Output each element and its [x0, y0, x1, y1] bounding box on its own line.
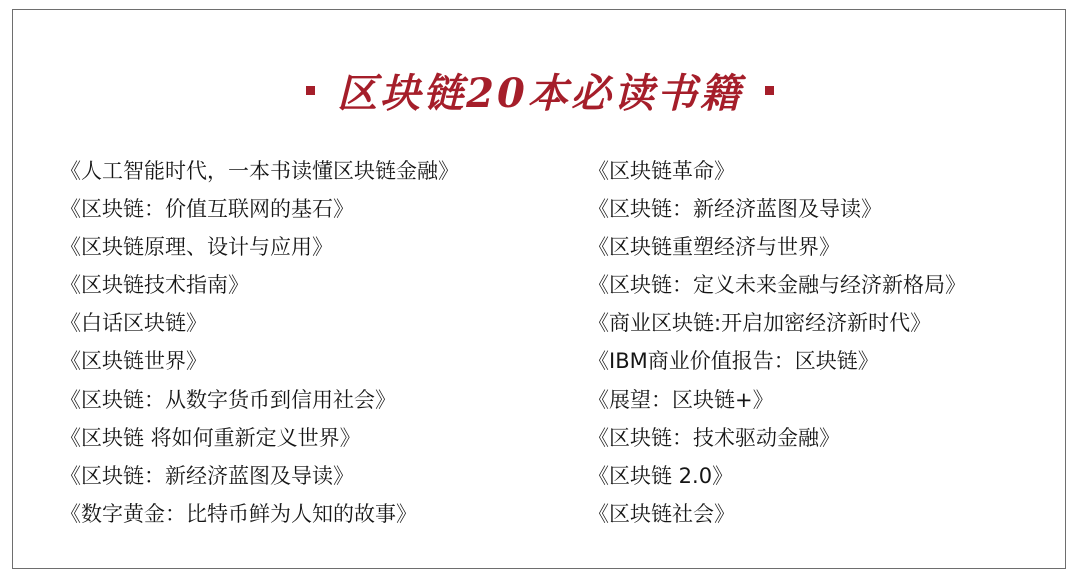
book-item: 《区块链重塑经济与世界》: [588, 235, 840, 260]
book-item: 《区块链：从数字货币到信用社会》: [60, 387, 396, 412]
book-item: 《区块链世界》: [60, 349, 207, 374]
book-item: 《区块链：新经济蓝图及导读》: [588, 197, 882, 222]
page-title: 区块链20本必读书籍: [337, 69, 743, 117]
title-bullet-right: [765, 86, 774, 95]
book-item: 《白话区块链》: [60, 311, 207, 336]
book-item: 《区块链原理、设计与应用》: [60, 235, 333, 260]
book-item: 《展望：区块链+》: [588, 387, 774, 412]
book-item: 《区块链社会》: [588, 501, 735, 526]
book-item: 《IBM商业价值报告：区块链》: [588, 349, 879, 374]
book-item: 《区块链 将如何重新定义世界》: [60, 425, 361, 450]
book-list-right: [588, 152, 966, 533]
book-item: 《区块链：价值互联网的基石》: [60, 197, 354, 222]
book-item: 《区块链 2.0》: [588, 463, 734, 488]
book-item: 《区块链技术指南》: [60, 273, 249, 298]
title-row: [13, 60, 1067, 120]
book-item: 《商业区块链:开启加密经济新时代》: [588, 311, 932, 336]
book-item: 《数字黄金：比特币鲜为人知的故事》: [60, 501, 417, 526]
book-item: 《区块链：技术驱动金融》: [588, 425, 840, 450]
book-list-left: [60, 152, 459, 533]
title-bullet-left: [306, 86, 315, 95]
book-item: 《区块链革命》: [588, 159, 735, 183]
book-item: 《区块链：新经济蓝图及导读》: [60, 463, 354, 488]
book-item: 《区块链：定义未来金融与经济新格局》: [588, 273, 966, 298]
book-item: 《人工智能时代，一本书读懂区块链金融》: [60, 159, 459, 183]
